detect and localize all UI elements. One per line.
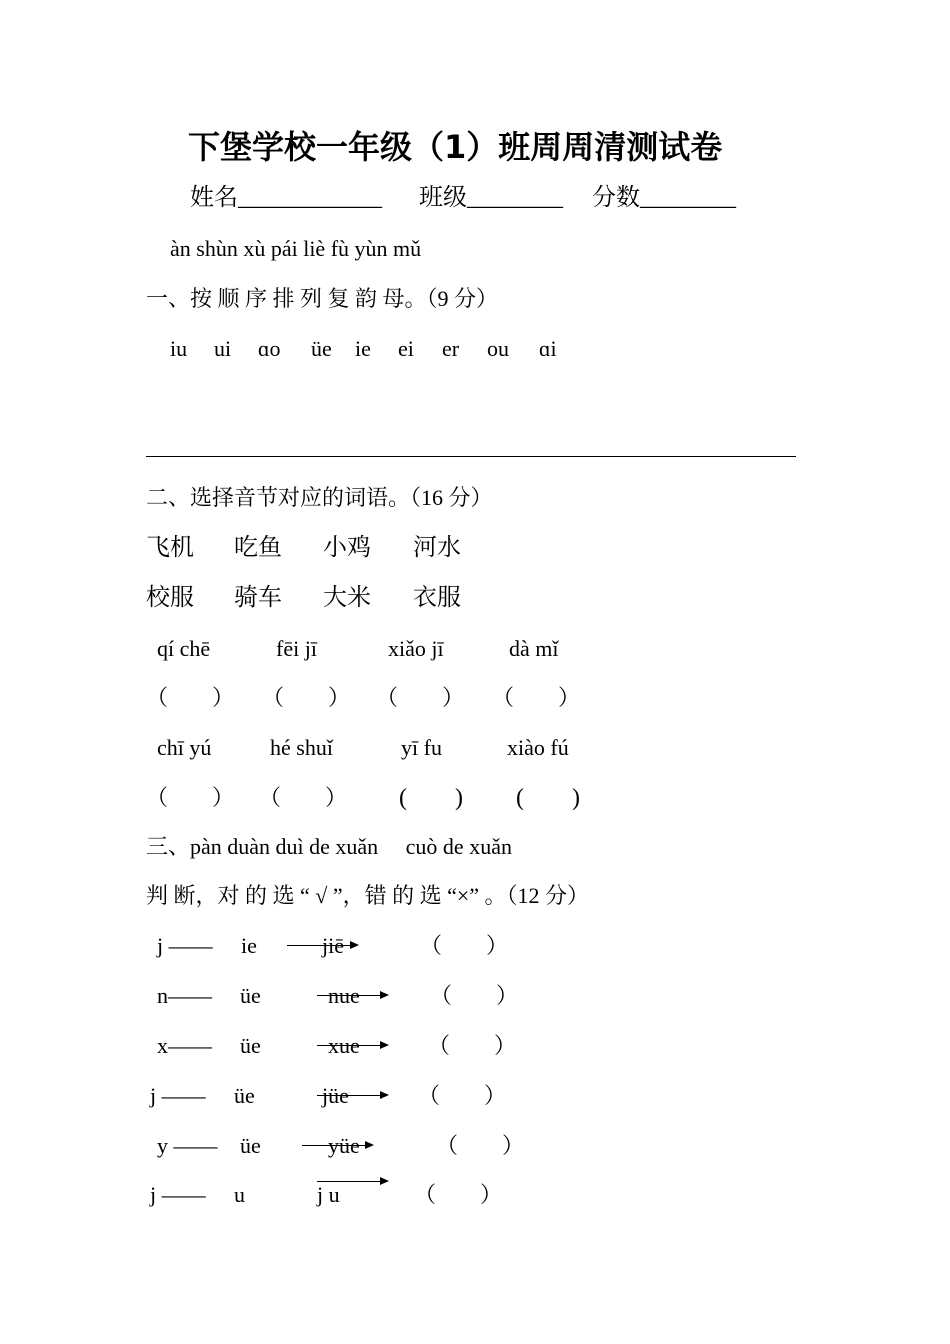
row-result: jiē bbox=[322, 933, 344, 958]
row-initial: y —— bbox=[157, 1133, 218, 1158]
syllable: qí chē bbox=[157, 636, 211, 661]
answer-parens: （ ） bbox=[376, 685, 465, 710]
arrow-icon bbox=[302, 1145, 372, 1146]
row-initial: j —— bbox=[157, 933, 213, 958]
word: 吃鱼 bbox=[234, 535, 282, 561]
final-item: üe bbox=[311, 336, 332, 361]
word: 小鸡 bbox=[323, 535, 371, 561]
name-field: 姓名____________ bbox=[190, 185, 382, 211]
answer-parens: （ ） bbox=[430, 983, 519, 1008]
row-result: j u bbox=[317, 1182, 340, 1207]
answer-parens: （ ） bbox=[262, 685, 351, 710]
arrow-icon bbox=[317, 1045, 387, 1046]
answer-parens: ( ) bbox=[516, 785, 580, 811]
arrow-icon bbox=[317, 1095, 387, 1096]
syllable: xiào fú bbox=[507, 735, 569, 760]
row-final: üe bbox=[240, 983, 261, 1008]
answer-parens: （ ） bbox=[436, 1133, 525, 1158]
final-item: ei bbox=[398, 336, 414, 361]
word: 衣服 bbox=[413, 585, 461, 611]
row-result: nue bbox=[328, 983, 360, 1008]
word: 骑车 bbox=[234, 585, 282, 611]
syllable: dà mǐ bbox=[509, 636, 559, 661]
row-result: yüe bbox=[328, 1133, 360, 1158]
final-item: ui bbox=[214, 336, 232, 361]
arrow-icon bbox=[317, 1181, 387, 1182]
syllable: xiǎo jī bbox=[388, 636, 444, 661]
final-item: iu bbox=[170, 336, 188, 361]
section2-heading: 二、选择音节对应的词语。（16 分） bbox=[146, 485, 493, 510]
word: 河水 bbox=[413, 535, 461, 561]
answer-parens: （ ） bbox=[146, 685, 235, 710]
row-final: üe bbox=[240, 1133, 261, 1158]
answer-parens: （ ） bbox=[492, 685, 581, 710]
syllable: fēi jī bbox=[276, 636, 317, 661]
final-item: er bbox=[442, 336, 460, 361]
word: 校服 bbox=[146, 585, 194, 611]
score-field: 分数________ bbox=[592, 185, 736, 211]
section1-pinyin: àn shùn xù pái liè fù yùn mǔ bbox=[170, 236, 422, 261]
page-title: 下堡学校一年级（1）班周周清测试卷 bbox=[188, 128, 723, 166]
arrow-icon bbox=[317, 995, 387, 996]
word: 大米 bbox=[323, 585, 371, 611]
answer-line bbox=[146, 456, 796, 457]
row-initial: j —— bbox=[150, 1083, 206, 1108]
row-result: xue bbox=[328, 1033, 360, 1058]
answer-parens: （ ） bbox=[420, 933, 509, 958]
row-final: u bbox=[234, 1182, 245, 1207]
syllable: hé shuǐ bbox=[270, 735, 333, 760]
row-final: ie bbox=[241, 933, 257, 958]
final-item: ou bbox=[487, 336, 509, 361]
class-field: 班级________ bbox=[419, 185, 563, 211]
word: 飞机 bbox=[146, 535, 194, 561]
row-initial: j —— bbox=[150, 1182, 206, 1207]
syllable: chī yú bbox=[157, 735, 212, 760]
final-item: ɑo bbox=[258, 336, 281, 361]
answer-parens: （ ） bbox=[428, 1033, 517, 1058]
section1-heading: 一、按 顺 序 排 列 复 韵 母。（9 分） bbox=[146, 286, 499, 311]
syllable: yī fu bbox=[401, 735, 442, 760]
section3-pinyin: 三、pàn duàn duì de xuǎn cuò de xuǎn bbox=[146, 834, 512, 859]
row-initial: n—— bbox=[157, 983, 212, 1008]
answer-parens: （ ） bbox=[146, 785, 235, 810]
row-result: jüe bbox=[322, 1083, 349, 1108]
row-initial: x—— bbox=[157, 1033, 212, 1058]
answer-parens: （ ） bbox=[414, 1182, 503, 1207]
final-item: ɑi bbox=[539, 336, 557, 361]
arrow-icon bbox=[287, 945, 357, 946]
answer-parens: ( ) bbox=[399, 785, 463, 811]
answer-parens: （ ） bbox=[259, 785, 348, 810]
row-final: üe bbox=[234, 1083, 255, 1108]
section3-heading: 判 断，对 的 选 “ √ ”，错 的 选 “×” 。（12 分） bbox=[146, 883, 590, 908]
answer-parens: （ ） bbox=[418, 1083, 507, 1108]
final-item: ie bbox=[355, 336, 371, 361]
row-final: üe bbox=[240, 1033, 261, 1058]
